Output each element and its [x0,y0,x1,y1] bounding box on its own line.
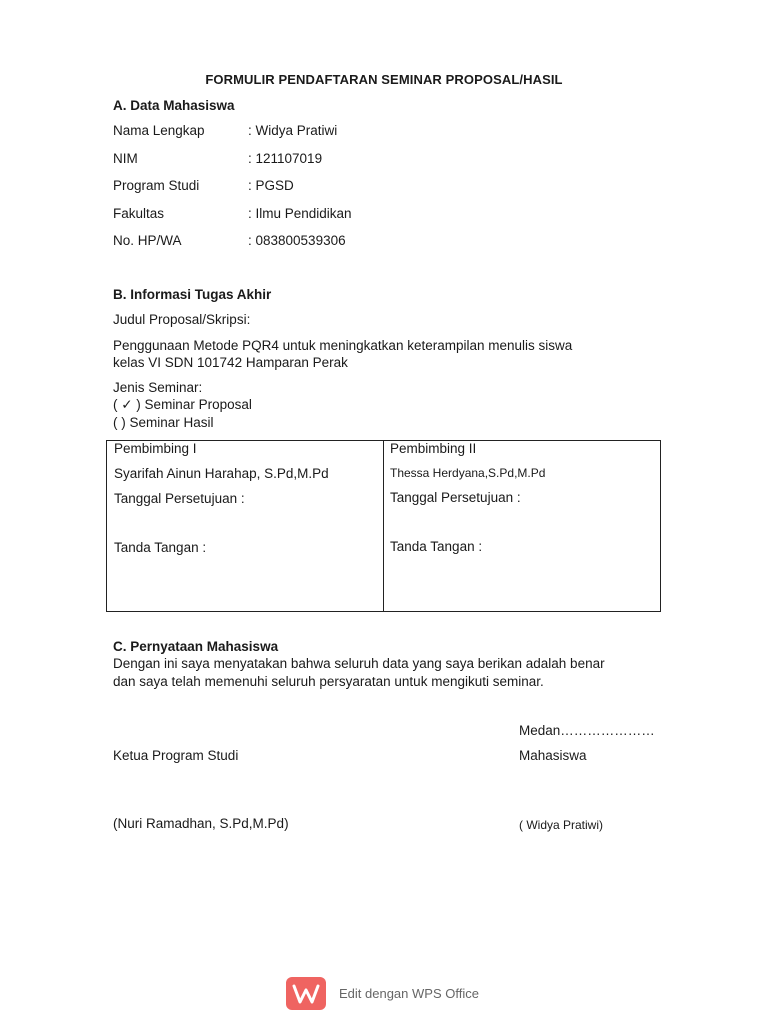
statement-line-2: dan saya telah memenuhi seluruh persyaratan untuk mengikuti seminar. [113,674,544,689]
signature-left-role: Ketua Program Studi [113,748,239,763]
field-label-hp: No. HP/WA [113,233,182,248]
field-value-prodi: : PGSD [248,178,294,193]
signature-right-name: ( Widya Pratiwi) [519,818,604,832]
jenis-seminar-label: Jenis Seminar: [113,380,203,395]
option-seminar-hasil: ( ) Seminar Hasil [113,415,214,430]
place-date: Medan………………… [519,723,655,738]
field-value-hp: : 083800539306 [248,233,346,248]
pembimbing-1-header: Pembimbing I [114,441,197,456]
field-label-fakultas: Fakultas [113,206,165,221]
judul-label: Judul Proposal/Skripsi: [113,312,251,327]
field-label-nim: NIM [113,151,138,166]
table-divider [383,441,384,611]
section-c-heading: C. Pernyataan Mahasiswa [113,639,279,654]
field-value-fakultas: : Ilmu Pendidikan [248,206,352,221]
pembimbing-1-name: Syarifah Ainun Harahap, S.Pd,M.Pd [114,466,329,481]
field-value-nama: : Widya Pratiwi [248,123,338,138]
statement-line-1: Dengan ini saya menyatakan bahwa seluruh data yang saya berikan adalah benar [113,656,605,671]
judul-line-1: Penggunaan Metode PQR4 untuk meningkatkan keterampilan menulis siswa [113,338,573,353]
option-seminar-proposal: ( ✓ ) Seminar Proposal [113,397,252,412]
field-label-prodi: Program Studi [113,178,200,193]
judul-line-2: kelas VI SDN 101742 Hamparan Perak [113,355,348,370]
pembimbing-2-name: Thessa Herdyana,S.Pd,M.Pd [390,466,546,480]
edit-with-wps-link[interactable]: Edit dengan WPS Office [339,986,479,1001]
pembimbing-2-ttd: Tanda Tangan : [390,539,483,554]
section-a-heading: A. Data Mahasiswa [113,98,235,113]
pembimbing-2-header: Pembimbing II [390,441,477,456]
signature-left-name: (Nuri Ramadhan, S.Pd,M.Pd) [113,816,289,831]
form-title: FORMULIR PENDAFTARAN SEMINAR PROPOSAL/HASIL [205,72,563,87]
pembimbing-1-tanggal: Tanggal Persetujuan : [114,491,245,506]
pembimbing-table [106,440,661,612]
wps-office-icon[interactable] [286,977,326,1010]
signature-right-role: Mahasiswa [519,748,587,763]
field-value-nim: : 121107019 [248,151,323,166]
pembimbing-1-ttd: Tanda Tangan : [114,540,207,555]
section-b-heading: B. Informasi Tugas Akhir [113,287,272,302]
pembimbing-2-tanggal: Tanggal Persetujuan : [390,490,521,505]
field-label-nama: Nama Lengkap [113,123,205,138]
wps-logo-glyph [292,983,320,1005]
